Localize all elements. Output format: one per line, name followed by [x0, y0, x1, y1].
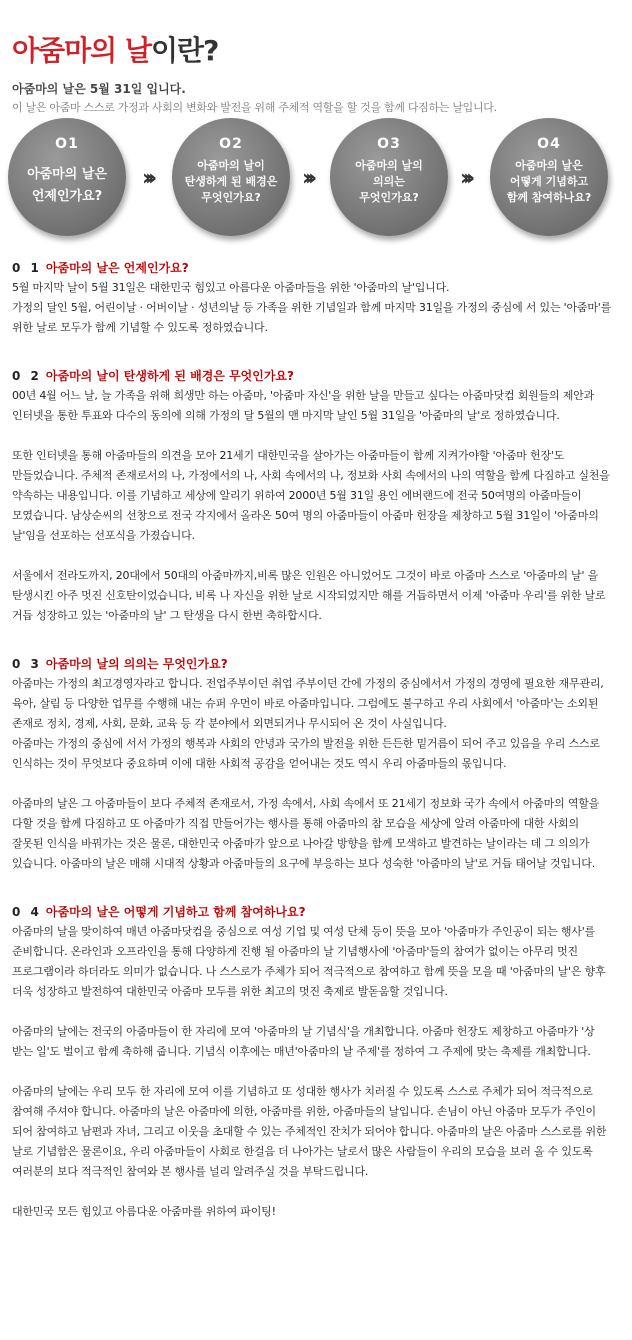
step-number: O4: [537, 136, 561, 152]
step-circle-1: [8, 118, 126, 236]
section-heading: [12, 654, 612, 674]
step-number: O2: [219, 136, 243, 152]
chevron-right-icon: ›››: [142, 166, 152, 191]
closing-line: 대한민국 모든 힘있고 아름다운 아줌마를 위하여 파이팅!: [12, 1205, 276, 1218]
section-number: 0 4: [12, 905, 42, 919]
chevron-right-icon: ›››: [302, 166, 312, 191]
page-title: [12, 34, 218, 68]
step-circle-3: [330, 118, 448, 236]
section-number: 0 3: [12, 657, 42, 671]
section-title: 아줌마의 날은 어떻게 기념하고 함께 참여하나요?: [45, 905, 306, 919]
paragraph: 아줌마는 가정의 최고경영자라고 합니다. 전업주부이던 취업 주부이던 간에 가정의 중심에서서 가정의 경영에 필요한 재무관리, 육아, 살림 등 다양한 업무를 수행해 내는 슈퍼 우먼이 바로 아줌마입니다. 그럼에도 불구하고 우리 사회에서 '아줌마'는 소외된 존재로 정치, 경제, 사회, 문화, 교육 등 각 분야에서 외면되거나 무시되어 온 것이 사실입니다.: [12, 677, 604, 730]
paragraph: 00년 4월 어느 날, 늘 가족을 위해 희생만 하는 아줌마, '아줌마 자신'을 위한 날을 만들고 싶다는 아줌마닷컴 회원들의 제안과 인터넷을 통한 투표와 다수의 동의에 의해 가정의 달 5월의 맨 마지막 날인 5월 31일을 '아줌마의 날'로 정하였습니다.: [12, 389, 594, 422]
section-heading: [12, 366, 612, 386]
paragraph: 가정의 달인 5월, 어린이날 · 어버이날 · 성년의날 등 가족을 위한 기념일과 함께 마지막 31일을 가정의 중심에 서 있는 '아줌마'를 위한 날로 모두가 함께 기념할 수 있도록 정하였습니다.: [12, 301, 612, 334]
step-label: 아줌마의 날의 의의는 무엇인가요?: [355, 159, 423, 204]
paragraph: 아줌마의 날을 맞이하여 매년 아줌마닷컴을 중심으로 여성 기업 및 여성 단체 등이 뜻을 모아 '아줌마가 주인공이 되는 행사'를 준비합니다. 온라인과 오프라인을 통해 다양하게 진행 될 아줌마의 날 기념행사에 '아줌마'들의 참여가 없이는 아무리 멋진 프로그램이라 하더라도 의미가 없습니다. 나 스스로가 주체가 되어 적극적으로 참여하고 함께 뜻을 모을 때 '아줌마의 날'은 향후 더욱 성장하고 발전하여 대한민국 아줌마 모두를 위한 최고의 멋진 축제로 발돋움할 것입니다.: [12, 925, 606, 998]
section-heading: [12, 902, 612, 922]
section-4: [12, 902, 612, 1222]
paragraph: 5월 마지막 날이 5월 31일은 대한민국 힘있고 아름다운 아줌마들을 위한 '아줌마의 날'입니다.: [12, 281, 450, 294]
step-label: 아줌마의 날이 탄생하게 된 배경은 무엇인가요?: [184, 159, 278, 204]
step-label: 아줌마의 날은 어떻게 기념하고 함께 참여하나요?: [506, 159, 592, 204]
paragraph: 아줌마의 날은 그 아줌마들이 보다 주체적 존재로서, 가정 속에서, 사회 속에서 또 21세기 정보화 국가 속에서 아줌마의 역할을 다할 것을 함께 다짐하고 또 아줌마가 직접 만들어가는 행사를 통해 아줌마의 참 모습을 세상에 알려 아줌마에 대한 사회의 잘못된 인식을 바꿔가는 것은 물론, 대한민국 아줌마가 앞으로 나아갈 방향을 함께 모색하고 발견하는 날이라는 데 그 의의가 있습니다. 아줌마의 날은 매해 시대적 상황과 아줌마들의 요구에 부응하는 보다 성숙한 '아줌마의 날'로 거듭 태어날 것입니다.: [12, 797, 600, 870]
step-label: 아줌마의 날은 언제인가요?: [27, 167, 107, 204]
steps-graphic: [8, 118, 624, 236]
section-2: [12, 366, 612, 626]
intro-date: 아줌마의 날은 5월 31일 입니다.: [12, 82, 186, 96]
section-heading: [12, 258, 612, 278]
step-number: O3: [377, 136, 401, 152]
step-circle-4: [490, 118, 608, 236]
section-title: 아줌마의 날의 의의는 무엇인가요?: [45, 657, 228, 671]
paragraph: 아줌마의 날에는 우리 모두 한 자리에 모여 이를 기념하고 또 성대한 행사가 치러질 수 있도록 스스로 주체가 되어 적극적으로 참여해 주셔야 합니다. 아줌마의 날은 아줌마에 의한, 아줌마를 위한, 아줌마들의 날입니다. 손님이 아닌 아줌마 모두가 주인이 되어 참여하고 남편과 자녀, 그리고 이웃을 초대할 수 있는 주체적인 잔치가 되어야 합니다. 아줌마의 날은 아줌마 스스로를 위한 날로 기념함은 물론이요, 우리 아줌마들이 사회로 한걸음 더 나아가는 날로서 많은 사람들이 우리의 모습을 보러 올 수 있도록 여러분의 보다 적극적인 참여와 본 행사를 널리 알려주실 것을 부탁드립니다.: [12, 1085, 607, 1178]
paragraph: 서울에서 전라도까지, 20대에서 50대의 아줌마까지,비록 많은 인원은 아니었어도 그것이 바로 아줌마 스스로 '아줌마의 날' 을 탄생시킨 아주 멋진 신호탄이었습니다, 비록 나 자신을 위한 날로 시작되었지만 해를 거듭하면서 이제 '아줌마 우리'를 위한 날로 거듭 성장하고 있는 '아줌마의 날' 그 탄생을 다시 한번 축하합시다.: [12, 569, 606, 622]
intro-description: 이 날은 아줌마 스스로 가정과 사회의 변화와 발전을 위해 주체적 역할을 할 것을 함께 다짐하는 날입니다.: [12, 101, 497, 114]
section-1: [12, 258, 612, 338]
title-accent: 아줌마의 날: [12, 34, 151, 67]
title-rest: 이란?: [151, 34, 219, 67]
content-body: [12, 258, 612, 1230]
chevron-right-icon: ›››: [460, 166, 470, 191]
paragraph: 아줌마의 날에는 전국의 아줌마들이 한 자리에 모여 '아줌마의 날 기념식'을 개최합니다. 아줌마 헌장도 제창하고 아줌마가 '상 받는 일'도 벌이고 함께 축하해 줍니다. 기념식 이후에는 매년'아줌마의 날 주제'를 정하여 그 주제에 맞는 축제를 개최합니다.: [12, 1025, 595, 1058]
section-number: 0 1: [12, 261, 42, 275]
section-3: [12, 654, 612, 874]
paragraph: 아줌마는 가정의 중심에 서서 가정의 행복과 사회의 안녕과 국가의 발전을 위한 든든한 밑거름이 되어 주고 있음을 우리 스스로 인식하는 것이 무엇보다 중요하며 이에 대한 사회적 공감을 얻어내는 것도 역시 우리 아줌마들의 몫입니다.: [12, 737, 600, 770]
section-title: 아줌마의 날이 탄생하게 된 배경은 무엇인가요?: [45, 369, 294, 383]
step-number: O1: [55, 136, 79, 152]
section-number: 0 2: [12, 369, 42, 383]
step-circle-2: [172, 118, 290, 236]
section-title: 아줌마의 날은 언제인가요?: [45, 261, 189, 275]
paragraph: 또한 인터넷을 통해 아줌마들의 의견을 모아 21세기 대한민국을 살아가는 아줌마들이 함께 지켜가야할 '아줌마 헌장'도 만들었습니다. 주체적 존재로서의 나, 가정에서의 나, 사회 속에서의 나, 정보화 사회 속에서의 나의 역할을 함께 다짐하고 실천을 약속하는 내용입니다. 이를 기념하고 세상에 알리기 위하여 2000년 5월 31일 용인 에버랜드에 전국 50여명의 아줌마들이 모였습니다. 남상순씨의 선창으로 전국 각지에서 올라온 50여 명의 아줌마들이 아줌마 헌장을 제창하고 5월 31일이 '아줌마의 날'임을 선포하는 선포식을 가졌습니다.: [12, 449, 610, 542]
